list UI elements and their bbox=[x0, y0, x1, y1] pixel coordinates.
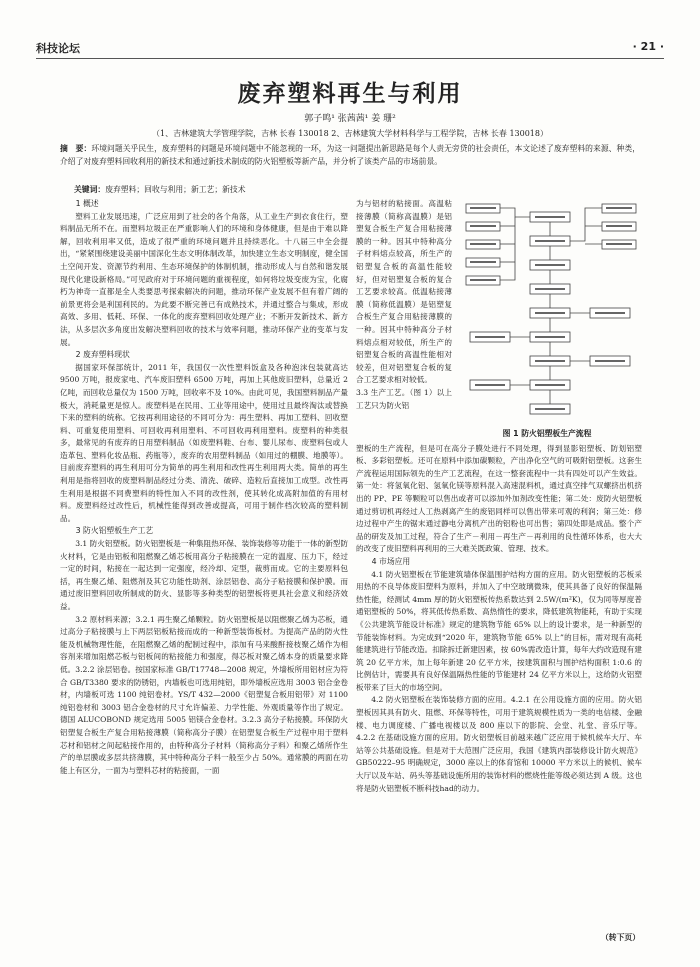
section-3-paragraph-1: 3.1 防火铝塑板。防火铝塑板是一种集阻热环保、装饰装修等功能于一体的新型防火材料，它是由铝板和阻燃聚乙烯芯板用高分子粘接膜在一定的温度、压力下，经过一定的时间，粘接在一起达到一定强度，经冷却、定型，裁剪而成。它的主要原料包括，再生聚乙烯、阻燃剂及其它功能性助剂、涂层铝卷、高分子粘接膜和保护膜。而通过废旧塑料回收所制成的防火、显影等多种类型的铝塑板将更具社会意义和经济效益。 bbox=[60, 539, 348, 611]
figure-1-flowchart bbox=[460, 198, 642, 428]
section-4-paragraph-2: 4.2 防火铝塑板在装饰装修方面的应用。4.2.1 在公用设施方面的应用。防火铝塑板因其具有防火、阻燃、环保等特性，可用于建筑规模性质为一类的电信楼、金融楼、电力调度楼、广播电视楼以及 800 座以下的影院、会堂、礼堂、音乐厅等。4.2.2 在基础设施方面的应用。防火铝塑板目前越来越广泛应用于候机候车大厅、车站等公共基础设施。但是对于大范围广泛应用，我国《建筑内部装修设计防火规范》GB50222–95 明确规定，3000 座以上的体育馆和 10000 平方米以上的候机、候车大厅以及车站、码头等基础设施所用的装饰材料的燃烧性能等级必须达到 A 级。这也将是防火铝塑板不断科技had的动力。 bbox=[356, 695, 642, 793]
section-3-paragraph-2: 3.2 原材料来源；3.2.1 再生聚乙烯颗粒。防火铝塑板是以阻燃聚乙烯为芯板，通过高分子粘接膜与上下两层铝板粘接而成的一种新型装饰板材。为提高产品的防火性能及机械物理性能，在阻燃聚乙烯的配制过程中，添加有马来酸酐接枝聚乙烯作为相容剂来增加阻燃芯板与铝板间的粘接能力和强度，得芯板对聚乙烯本身的质量要求降低。3.2.2 涂层铝卷。按国家标准 GB/T17748—2008 规定，外墙板所用铝材应为符合 GB/T3380 要求的防锈铝，内墙板也可选用纯铝，即外墙板应选用 3003 铝合金卷材，内墙板可选 1100 纯铝卷材。YS/T 432—2000《铝塑复合板用铝带》对 1100 纯铝卷材和 3003 铝合金卷材的尺寸允许偏差、力学性能、外观质量等作出了规定。德国 ALUCOBOND 规定选用 5005 铝镁合金卷材。3.2.3 高分子粘接膜。环保防火铝塑复合板生产复合用粘接薄膜（简称高分子膜）在铝塑复合板生产过程中用于塑料芯材和铝材之间起粘接作用的，由特种高分子材料（简称高分子料）和聚乙烯所作生产的单层膜或多层共挤薄膜，其中特种高分子料一般至少占 50%。通常膜的两面在功能上有区分，一面为与塑料芯材的粘接面，一面 bbox=[60, 614, 348, 775]
page-number: · 21 · bbox=[632, 40, 664, 53]
section-2-paragraph: 据国家环保部统计，2011 年，我国仅一次性塑料饭盒及各种泡沫包装就高达 9500 万吨，报废家电、汽车废旧塑料 6500 万吨，再加上其他废旧塑料，总量近 2 亿吨，而回收总量仅为 1500 万吨，回收率不及 10%。由此可见，我国塑料制品产量极大，消耗量更是惊人。废塑料是在民用、工业等用途中，使用过且最终淘汰或替换下来的塑料的统称。它按再利用途径的不同可分为：再生塑料、再加工塑料、回收塑料、可重复使用塑料、可回收再利用塑料、不可回收再利用塑料。废塑料的种类很多，最常见的有废弃的日用塑料制品（如废塑料鞋、台布、婴儿尿布、废塑料包或人造革包、塑料化妆品瓶、药瓶等），废弃的农用塑料制品（如用过的棚膜、地膜等）。目前废弃塑料的再生利用可分为简单的再生利用和改性再生利用两大类。简单的再生利用是指将回收的废塑料制品经过分类、清洗、破碎、造粒后直接加工成型。改性再生利用是根据不同费塑料的特性加入不同的改性剂，使其转化成高附加值的有用材料。废塑料经过改性后，机械性能得到改善或提高，可用于制作档次较高的塑料制品。 bbox=[60, 362, 348, 523]
section-2-title: 2 废弃塑料现状 bbox=[75, 350, 130, 360]
article-title: 废弃塑料再生与利用 bbox=[237, 80, 463, 107]
figure-1-caption: 图 1 防火铝塑板生产流程 bbox=[502, 429, 592, 438]
keywords-label: 关键词： bbox=[74, 185, 106, 194]
section-4-paragraph-1: 4.1 防火铝塑板在节能建筑墙体保温围护结构方面的应用。防火铝塑板的芯板采用热的不良导体废旧塑料为原料，并加入了中空玻璃微珠，使其具备了良好的保温隔热性能，经测试 4mm 厚的防火铝塑板传热系数达到 2.5W/(m²K)，仅为同等厚度普通铝塑板的 50%，将其低传热系数、高热惰性的要求，降低建筑物能耗，有助于实现《公共建筑节能设计标准》规定的建筑物节能 65% 以上的设计要求，是一种新型的节能装饰材料。为完成到“2020 年，建筑物节能 65% 以上”的目标，需对现有高耗能建筑进行节能改造。扣除拆迁新建因素，按 60%需改造计算，每年大约改造现有建筑 20 亿平方米，加上每年新建 20 亿平方米，按建筑面积与围护结构面积 1:0.6 的比例估计，需要具有良好保温隔热性能的节能建材 24 亿平方米以上，这给防火铝塑板带来了巨大的市场空间。 bbox=[356, 569, 642, 692]
left-column bbox=[60, 198, 348, 933]
section-1-paragraph: 塑料工业发展迅速，广泛应用到了社会的各个角落，从工业生产到衣食住行，塑料制品无所不在。而塑料垃圾正在严重影响人们的环境和身体健康，但是由于难以降解，回收利用率又低，造成了很严重的环境问题并且持续恶化。十八届三中全会提出，“紧紧围绕建设美丽中国深化生态文明体制改革，加快建立生态文明制度，健全国土空间开发、资源节约利用、生态环境保护的体制机制，推动形成人与自然和谐发展现代化建设新格局。”可见政府对于环境问题的重视程度，如何将垃圾变废为宝，化腐朽为神奇一直都是全人类要思考探索解决的问题，推动环保产业发展不但有着广阔的前景更将会是利国利民的。为此要不断完善已有成熟技术，并通过整合与集成，形成高效、多用、低耗、环保、一体化的废弃塑料回收处理产业；不断开发新技术、新方法，从多层次多角度出发解决塑料回收的技术与效率问题，推动环保产业的变革与发展。 bbox=[60, 211, 348, 347]
abstract-text: 环境问题关乎民生，废弃塑料的问题是环境问题中不能忽视的一环，为这一问题提出新思路是每个人责无旁贷的社会责任，本文论述了废弃塑料的来源、种类，介绍了对废弃塑料回收利用的新技术和通过新技术制成的防火铝塑板等新产品，并分析了该类产品的市场前景。 bbox=[60, 144, 640, 166]
figure-side-paragraph: 为与铝材的粘接面。高温粘接薄膜（简称高温膜）是铝塑复合板生产复合用粘接薄膜的一种。因其中特种高分子材料熔点较高，所生产的铝塑复合板的高温性能较好，但对铝塑复合板的复合工艺要求较高。低温粘接薄膜（简称低温膜）是铝塑复合板生产复合用粘接薄膜的一种。因其中特种高分子材料熔点相对较低，所生产的铝塑复合板的高温性能相对较差，但对铝塑复合板的复合工艺要求相对较低。 bbox=[356, 199, 452, 385]
section-3-paragraph-3: 塑板的生产流程，但是可在高分子膜处进行不同处理，得到显影铝塑板、防划铝塑板、多彩铝塑板。还可在原料中添加碳颗粒，产出净化空气的可吸附铝塑板。这套生产流程运用国际领先的生产工艺流程，在这一整套流程中一共有四处可以产生效益。第一处：将氢氧化铝、氢氧化镁等原料混入高速混料机，通过真空排气双螺挤出机挤出的 PP、PE 等颗粒可以售出或者可以添加外加剂改变性能；第二处：废防火铝塑板通过剪切机再经过人工热剥离产生的废铝同样可以售出带来可观的利润；第三处：修边过程中产生的锯末通过静电分离机产出的铝粉也可出售；第四处即是成品。整个产品的研发及加工过程，符合了生产－利用－再生产－再利用的良性循环体系，也大大的改变了废旧塑料再利用的三大难关既政策、管理、技术。 bbox=[356, 443, 642, 554]
journal-name: 科技论坛 bbox=[36, 42, 80, 55]
figure-side-paragraph-2: 3.3 生产工艺。（图 1）以上工艺只为防火铝 bbox=[356, 387, 452, 410]
article-authors: 郭子鸣¹ 张茜茜¹ 姜 珊² bbox=[304, 114, 396, 124]
flowchart-svg bbox=[460, 198, 642, 428]
running-header bbox=[36, 40, 664, 54]
right-column bbox=[356, 198, 642, 933]
section-4-title: 4 市场应用 bbox=[371, 556, 411, 566]
keywords-text: 废弃塑料；回收与利用；新工艺；新技术 bbox=[105, 185, 246, 194]
header-rule bbox=[36, 58, 664, 59]
abstract-label: 摘 要： bbox=[60, 144, 92, 153]
section-3-title: 3 防火铝塑板生产工艺 bbox=[75, 526, 154, 536]
keywords bbox=[74, 184, 640, 195]
continued-marker: （转下页） bbox=[601, 933, 640, 942]
article-affiliation: （1、吉林建筑大学管理学院，吉林 长春 130018 2、吉林建筑大学材料科学与工程学院，吉林 长春 130018） bbox=[152, 129, 548, 138]
section-1-title: 1 概述 bbox=[75, 199, 99, 208]
abstract bbox=[60, 142, 640, 168]
